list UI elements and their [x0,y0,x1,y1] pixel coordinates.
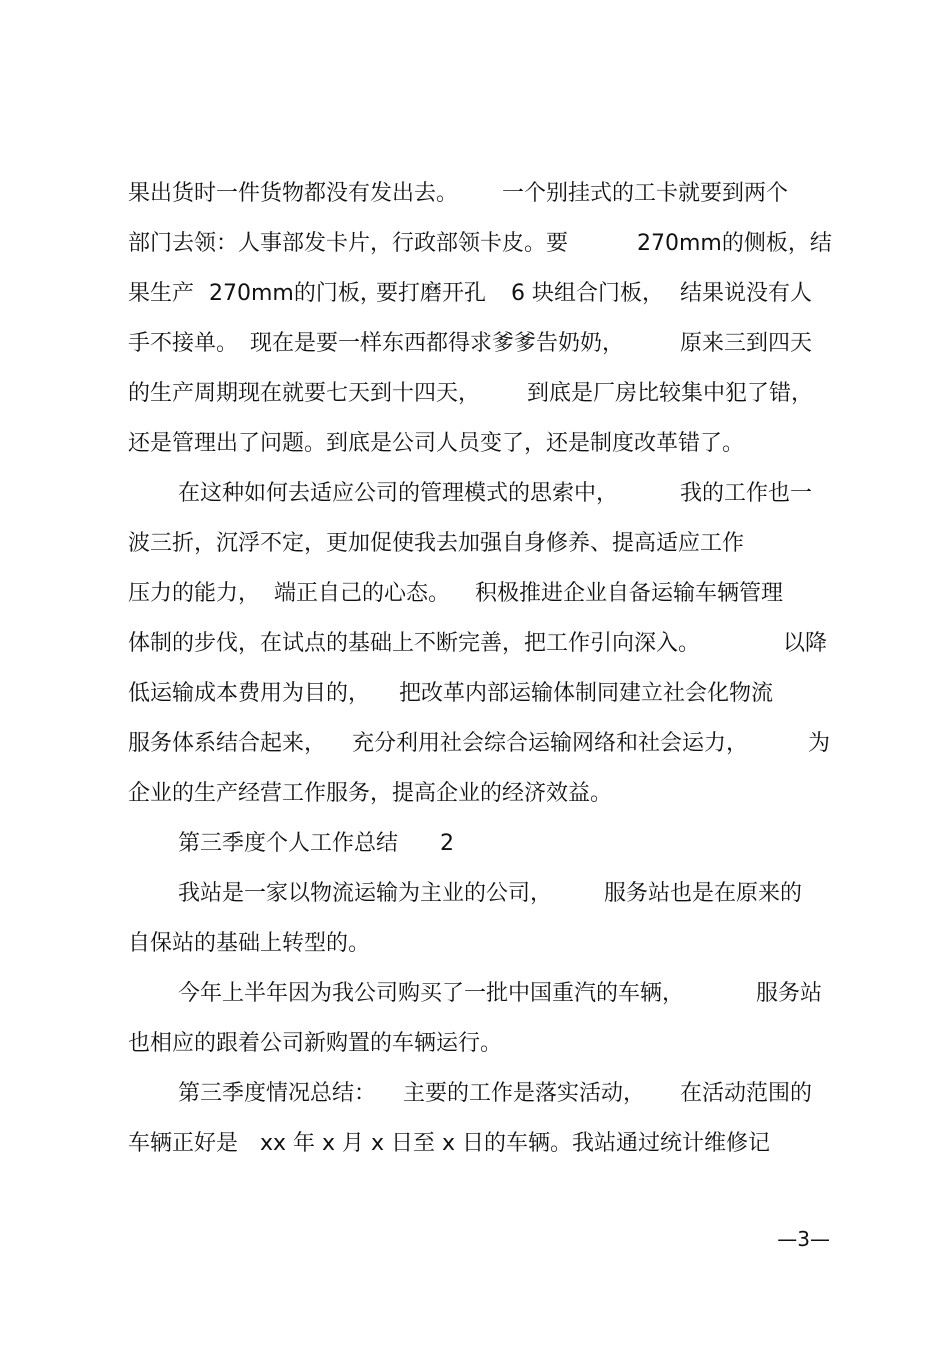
text-run: 在活动范围的 [680,1081,813,1106]
text-run: 部门去领：人事部发卡片，行政部领卡皮。要 [128,231,569,256]
text-line [0,879,950,909]
text-line [0,479,950,509]
text-line [0,279,950,309]
text-run: 车辆正好是 [128,1131,239,1156]
text-line [0,579,950,609]
text-run: 充分利用社会综合运输网络和社会运力， [352,731,749,756]
text-run: 第三季度个人工作总结 [178,831,399,856]
text-line [0,179,950,209]
text-line [0,329,950,359]
text-run: 端正自己的心态。 [274,581,451,606]
text-run: 第三季度情况总结： [178,1081,377,1106]
text-line [0,379,950,409]
text-run: 为 [808,731,831,756]
text-line [0,1029,950,1059]
text-run: xx 年 x 月 x 日至 x 日的车辆。我站通过统计维修记 [260,1131,771,1156]
text-run: 以降 [783,631,828,656]
text-run: 低运输成本费用为目的， [128,681,371,706]
text-line [0,1129,950,1159]
text-run: 结果说没有人 [680,281,813,306]
text-run: 原来三到四天 [680,331,813,356]
text-run: 波三折，沉浮不定，更加促使我去加强自身修养、提高适应工作 [128,531,745,556]
text-run: 服务站也是在原来的 [604,881,803,906]
text-run: 自保站的基础上转型的。 [128,931,371,956]
text-run: 果出货时一件货物都没有发出去。 [128,181,459,206]
text-run: 我的工作也一 [680,481,813,506]
text-run: 现在是要一样东西都得求爹爹告奶奶， [250,331,625,356]
text-run: 体制的步伐，在试点的基础上不断完善，把工作引向深入。 [128,631,701,656]
text-line [0,529,950,559]
text-line [0,629,950,659]
text-run: 270mm的门板， [209,281,382,306]
text-line [0,679,950,709]
text-line [0,779,950,809]
text-run: 2 [440,831,454,856]
text-run: 手不接单。 [128,331,239,356]
text-run: 果生产 [128,281,195,306]
text-line [0,229,950,259]
section-heading [0,829,950,859]
text-run: 积极推进企业自备运输车辆管理 [475,581,784,606]
text-run: 要打磨开孔 [376,281,487,306]
text-line [0,729,950,759]
text-run: 6 块组合门板， [511,281,664,306]
text-run: 270mm的侧板，结 [637,231,832,256]
text-line [0,429,950,459]
text-run: 主要的工作是落实活动， [403,1081,646,1106]
text-run: 的生产周期现在就要七天到十四天， [128,381,481,406]
text-run: 一个别挂式的工卡就要到两个 [502,181,789,206]
page-number: —3— [777,1227,830,1251]
text-run: 我站是一家以物流运输为主业的公司， [178,881,553,906]
text-line [0,929,950,959]
text-run: 企业的生产经营工作服务，提高企业的经济效益。 [128,781,613,806]
text-run: 服务站 [756,981,823,1006]
text-run: 今年上半年因为我公司购买了一批中国重汽的车辆， [178,981,685,1006]
text-line [0,1079,950,1109]
text-run: 还是管理出了问题。到底是公司人员变了，还是制度改革错了。 [128,431,745,456]
text-run: 也相应的跟着公司新购置的车辆运行。 [128,1031,503,1056]
text-run: 服务体系结合起来， [128,731,327,756]
text-run: 压力的能力， [128,581,261,606]
text-line [0,979,950,1009]
text-run: 在这种如何去适应公司的管理模式的思索中， [178,481,619,506]
text-run: 到底是厂房比较集中犯了错， [527,381,814,406]
text-run: 把改革内部运输体制同建立社会化物流 [399,681,774,706]
